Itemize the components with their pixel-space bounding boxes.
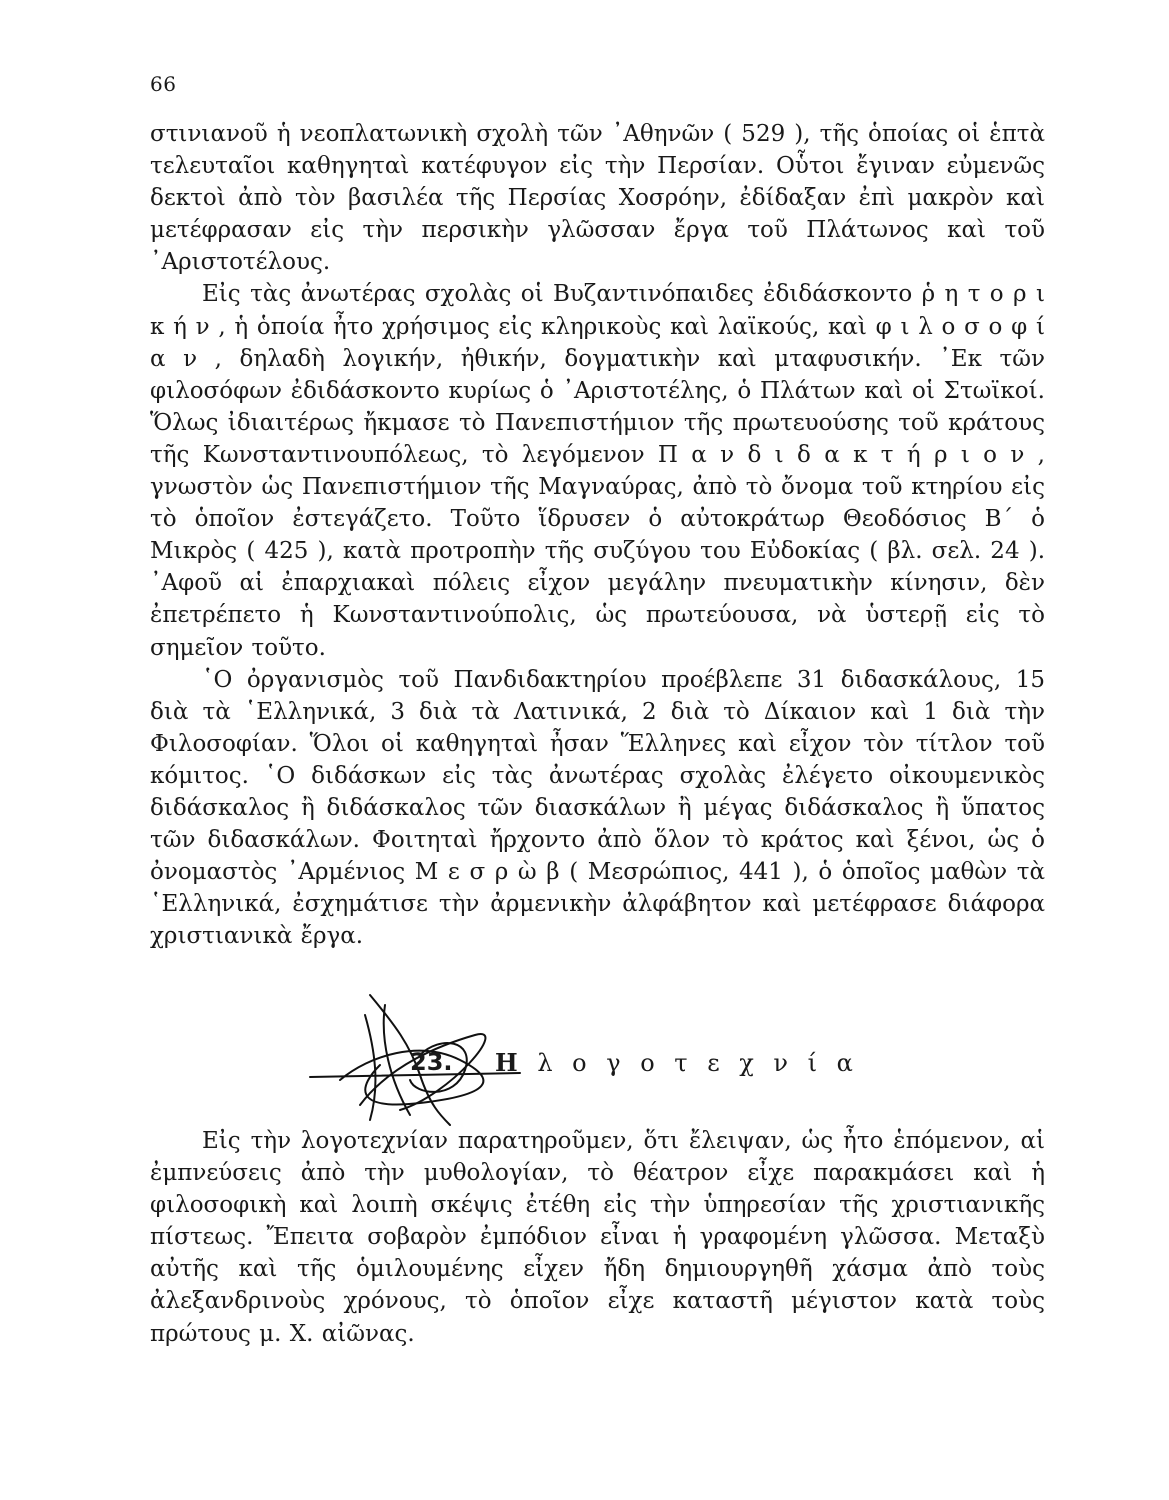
page-number: 66 bbox=[150, 72, 177, 96]
paragraph-3: ῾Ο ὀργανισμὸς τοῦ Πανδιδακτηρίου προέβλεπε 31 διδασκάλους, 15 διὰ τὰ ῾Ελληνικά, 3 διὰ τὰ Λατινικά, 2 διὰ τὸ Δίκαιον καὶ 1 διὰ τὴν Φιλοσοφίαν. Ὅλοι οἱ καθηγηταὶ ἦσαν Ἕλληνες καὶ εἶχον τὸν τίτλον τοῦ κόμιτος. ῾Ο διδάσκων εἰς τὰς ἀνωτέρας σχολὰς ἐλέγετο οἰκουμενικὸς διδάσκαλος ἢ διδάσκαλος τῶν διασκάλων ἢ μέγας διδάσκαλος ἢ ὕπατος τῶν διδασκάλων. Φοιτηταὶ ἤρχοντο ἀπὸ ὅλον τὸ κράτος καὶ ξένοι, ὡς ὁ ὀνομαστὸς ᾿Αρμένιος Μ ε σ ρ ὼ β ( Μεσρώπιος, 441 ), ὁ ὁποῖος μαθὼν τὰ ῾Ελληνικά, ἐσχημάτισε τὴν ἀρμενικὴν ἀλφάβητον καὶ μετέφρασε διάφορα χριστιανικὰ ἔργα. bbox=[150, 666, 1045, 950]
section-title bbox=[495, 1048, 859, 1077]
section-heading bbox=[300, 1048, 900, 1088]
main-text-block bbox=[150, 118, 1045, 952]
section-title-initial: Η bbox=[495, 1048, 524, 1077]
section-number: 23. bbox=[410, 1048, 453, 1076]
paragraph-2: Εἰς τὰς ἀνωτέρας σχολὰς οἱ Βυζαντινόπαιδες ἐδιδάσκοντο ῥ η τ ο ρ ι κ ή ν , ἡ ὁποία ἦτο χρήσιμος εἰς κληρικοὺς καὶ λαϊκούς, καὶ φ ι λ ο σ ο φ ί α ν , δηλαδὴ λογικήν, ἠθικήν, δογματικὴν καὶ μταφυσικήν. ᾿Εκ τῶν φιλοσόφων ἐδιδάσκοντο κυρίως ὁ ᾿Αριστοτέλης, ὁ Πλάτων καὶ οἱ Στωϊκοί. Ὅλως ἰδιαιτέρως ἤκμασε τὸ Πανεπιστήμιον τῆς πρωτευούσης τοῦ κράτους τῆς Κωνσταντινουπόλεως, τὸ λεγόμενον Π α ν δ ι δ α κ τ ή ρ ι ο ν , γνωστὸν ὡς Πανεπιστήμιον τῆς Μαγναύρας, ἀπὸ τὸ ὄνομα τοῦ κτηρίου εἰς τὸ ὁποῖον ἐστεγάζετο. Τοῦτο ἵδρυσεν ὁ αὐτοκράτωρ Θεοδόσιος Β΄ ὁ Μικρὸς ( 425 ), κατὰ προτροπὴν τῆς συζύγου του Εὐδοκίας ( βλ. σελ. 24 ). ᾿Αφοῦ αἱ ἐπαρχιακαὶ πόλεις εἶχον μεγάλην πνευματικὴν κίνησιν, δὲν ἐπετρέπετο ἡ Κωνσταντινούπολις, ὡς πρωτεύουσα, νὰ ὑστερῇ εἰς τὸ σημεῖον τοῦτο. bbox=[150, 281, 1045, 661]
section-title-rest: λ ο γ ο τ ε χ ν ί α bbox=[523, 1049, 859, 1077]
paragraph-1: στινιανοῦ ἡ νεοπλατωνικὴ σχολὴ τῶν ᾿Αθηνῶν ( 529 ), τῆς ὁποίας οἱ ἑπτὰ τελευταῖοι καθηγηταὶ κατέφυγον εἰς τὴν Περσίαν. Οὗτοι ἔγιναν εὐμενῶς δεκτοὶ ἀπὸ τὸν βασιλέα τῆς Περσίας Χοσρόην, ἐδίδαξαν ἐπὶ μακρὸν καὶ μετέφρασαν εἰς τὴν περσικὴν γλῶσσαν ἔργα τοῦ Πλάτωνος καὶ τοῦ ᾿Αριστοτέλους. bbox=[150, 121, 1045, 276]
paragraph-4: Εἰς τὴν λογοτεχνίαν παρατηροῦμεν, ὅτι ἔλειψαν, ὡς ἦτο ἑπόμενον, αἱ ἐμπνεύσεις ἀπὸ τὴν μυθολογίαν, τὸ θέατρον εἶχε παρακμάσει καὶ ἡ φιλοσοφικὴ καὶ λοιπὴ σκέψις ἐτέθη εἰς τὴν ὑπηρεσίαν τῆς χριστιανικῆς πίστεως. Ἔπειτα σοβαρὸν ἐμπόδιον εἶναι ἡ γραφομένη γλῶσσα. Μεταξὺ αὐτῆς καὶ τῆς ὁμιλουμένης εἶχεν ἤδη δημιουργηθῆ χάσμα ἀπὸ τοὺς ἀλεξανδρινοὺς χρόνους, τὸ ὁποῖον εἶχε καταστῆ μέγιστον κατὰ τοὺς πρώτους μ. Χ. αἰῶνας. bbox=[150, 1128, 1045, 1347]
literature-text-block bbox=[150, 1125, 1045, 1350]
